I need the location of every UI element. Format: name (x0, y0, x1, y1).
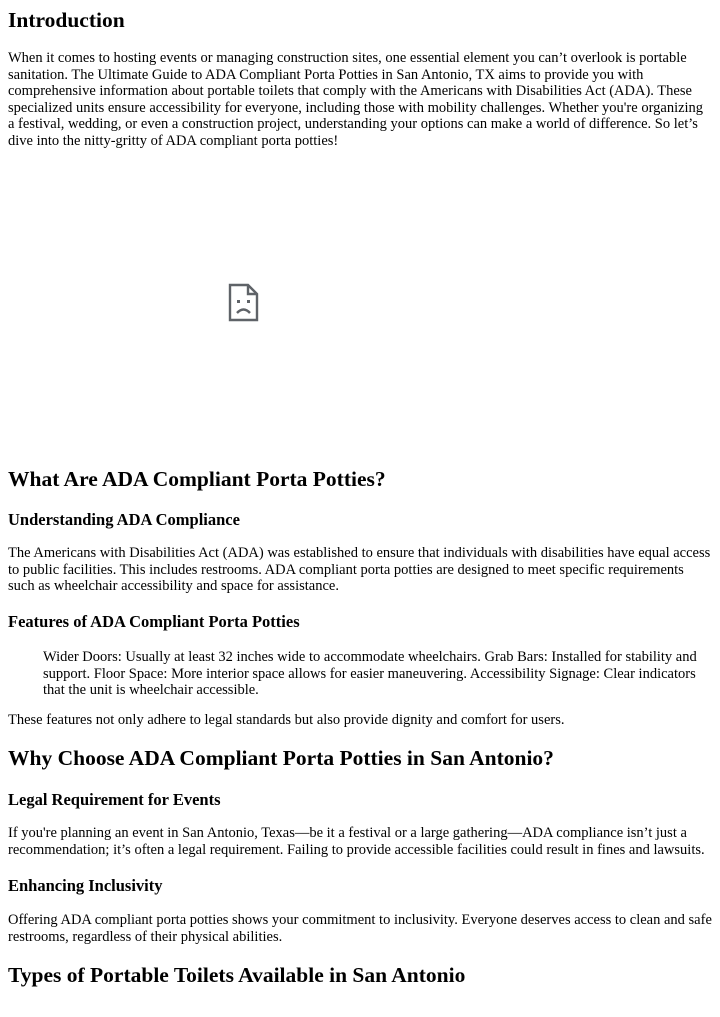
section-heading-introduction: Introduction (8, 8, 125, 32)
section-heading-types: Types of Portable Toilets Available in San Antonio (8, 963, 466, 987)
subheading-legal-requirement: Legal Requirement for Events (8, 790, 221, 809)
section-heading-why-choose: Why Choose ADA Compliant Porta Potties in San Antonio? (8, 746, 554, 770)
section-heading-what-are: What Are ADA Compliant Porta Potties? (8, 467, 386, 491)
legal-paragraph: If you're planning an event in San Antonio, Texas—be it a festival or a large gathering—ADA compliance isn’t just a recommendation; it’s often a legal requirement. Failing to provide accessible facilities could result in fines and lawsuits. (8, 825, 705, 858)
subheading-features: Features of ADA Compliant Porta Potties (8, 612, 300, 631)
features-summary-paragraph: These features not only adhere to legal standards but also provide dignity and comfort for users. (8, 712, 565, 728)
subheading-understanding-ada: Understanding ADA Compliance (8, 510, 240, 529)
understanding-paragraph: The Americans with Disabilities Act (ADA) was established to ensure that individuals with disabilities have equal access to public facilities. This includes restrooms. ADA compliant porta potties are designed to meet specific requirements such as wheelchair accessibility and space for assistance. (8, 545, 711, 594)
broken-image (8, 162, 478, 445)
broken-image-icon (228, 283, 259, 322)
intro-paragraph: When it comes to hosting events or managing construction sites, one essential element you can’t overlook is portable sanitation. The Ultimate Guide to ADA Compliant Porta Potties in San Antonio, TX aims to provide you with comprehensive information about portable toilets that comply with the Americans with Disabilities Act (ADA). These specialized units ensure accessibility for everyone, including those with mobility challenges. Whether you're organizing a festival, wedding, or even a construction project, understanding your options can make a world of difference. So let’s dive into the nitty-gritty of ADA compliant porta potties! (8, 50, 704, 149)
subheading-inclusivity: Enhancing Inclusivity (8, 876, 163, 895)
features-blockquote: Wider Doors: Usually at least 32 inches wide to accommodate wheelchairs. Grab Bars: Installed for stability and support. Floor Space: More interior space allows for easier maneuvering. Accessibility Signage: Clear indicators that the unit is wheelchair accessible. (43, 649, 697, 698)
inclusivity-paragraph: Offering ADA compliant porta potties shows your commitment to inclusivity. Everyone deserves access to clean and safe restrooms, regardless of their physical abilities. (8, 912, 712, 945)
